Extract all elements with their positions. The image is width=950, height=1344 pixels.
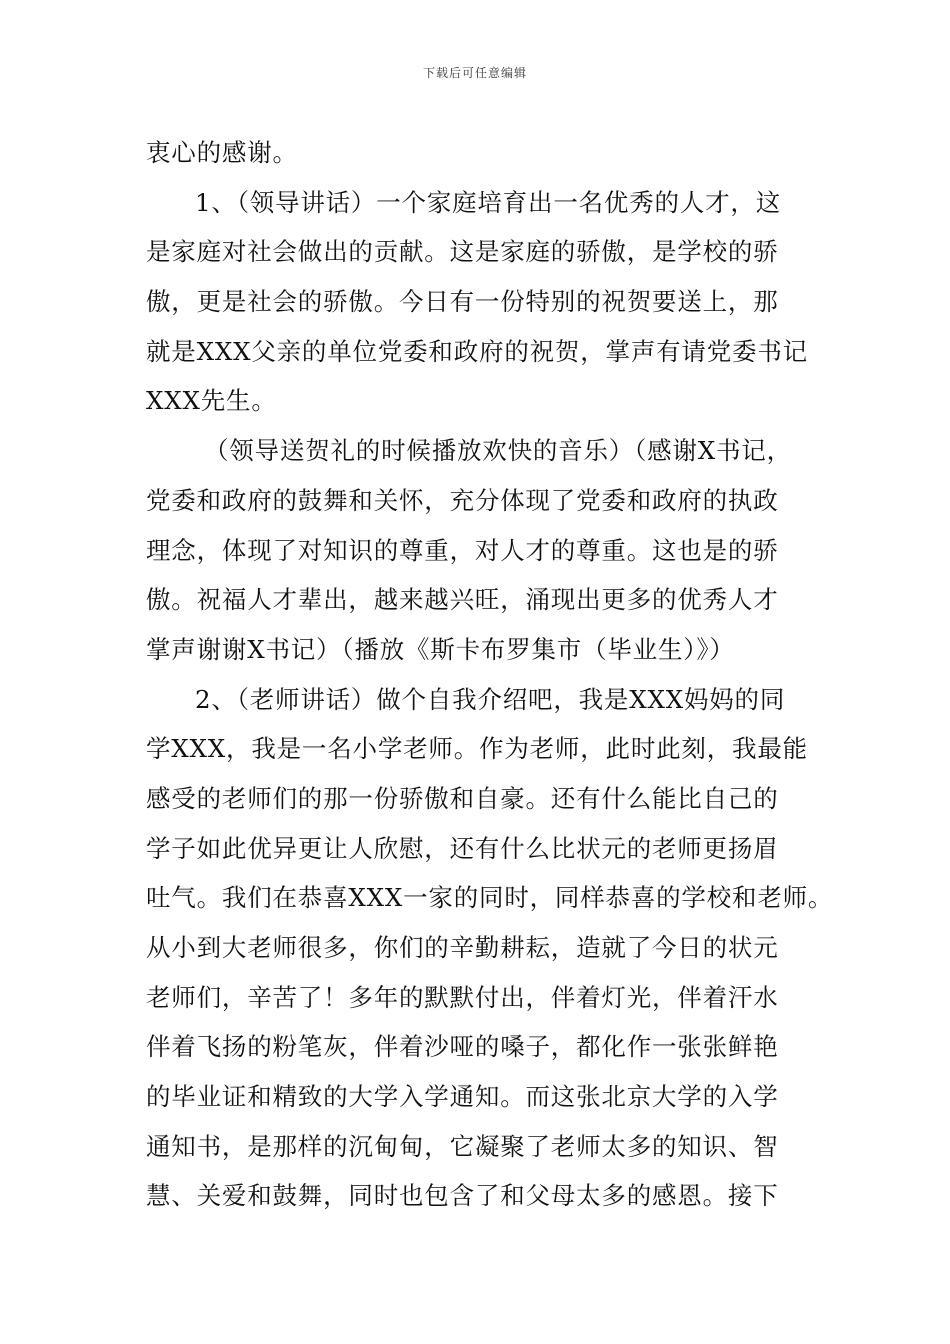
text-line: 学XXX，我是一名小学老师。作为老师，此时此刻，我最能 [146, 734, 808, 764]
paragraph-start-line: 1、（领导讲话）一个家庭培育出一名优秀的人才，这 [195, 187, 782, 217]
text-line: 衷心的感谢。 [146, 138, 298, 167]
text-line: 掌声谢谢X书记）（播放《斯卡布罗集市（毕业生）》） [146, 634, 735, 664]
document-body [146, 128, 836, 1221]
text-line: 的毕业证和精致的大学入学通知。而这张北京大学的入学 [146, 1082, 779, 1112]
page-header: 下载后可任意编辑 [422, 66, 527, 80]
text-line: 党委和政府的鼓舞和关怀，充分体现了党委和政府的执政 [146, 485, 779, 515]
text-line: 傲，更是社会的骄傲。今日有一份特别的祝贺要送上，那 [146, 287, 779, 317]
text-line: 慧、关爱和鼓舞，同时也包含了和父母太多的感恩。接下 [146, 1181, 779, 1211]
text-line: 从小到大老师很多，你们的辛勤耕耘，造就了今日的状元 [146, 933, 779, 962]
text-line: 就是XXX父亲的单位党委和政府的祝贺，掌声有请党委书记 [146, 336, 808, 366]
text-line: XXX先生。 [146, 386, 277, 416]
text-line: 傲。祝福人才辈出，越来越兴旺，涌现出更多的优秀人才 [146, 585, 779, 615]
text-line: 学子如此优异更让人欣慰，还有什么比状元的老师更扬眉 [146, 833, 779, 863]
text-line: 感受的老师们的那一份骄傲和自豪。还有什么能比自己的 [146, 783, 779, 813]
text-line: 通知书，是那样的沉甸甸，它凝聚了老师太多的知识、智 [146, 1131, 779, 1161]
text-line: 理念，体现了对知识的尊重，对人才的尊重。这也是的骄 [146, 535, 779, 565]
text-line: 老师们，辛苦了！多年的默默付出，伴着灯光，伴着汗水 [146, 982, 779, 1012]
text-line: 伴着飞扬的粉笔灰，伴着沙哑的嗓子，都化作一张张鲜艳 [146, 1032, 779, 1062]
text-line: 吐气。我们在恭喜XXX一家的同时，同样恭喜的学校和老师。 [146, 883, 834, 913]
paragraph-start-line: 2、（老师讲话）做个自我介绍吧，我是XXX妈妈的同 [195, 684, 786, 714]
text-line: 是家庭对社会做出的贡献。这是家庭的骄傲，是学校的骄 [146, 237, 779, 267]
paragraph-start-line: （领导送贺礼的时候播放欢快的音乐）（感谢X书记， [204, 436, 792, 466]
